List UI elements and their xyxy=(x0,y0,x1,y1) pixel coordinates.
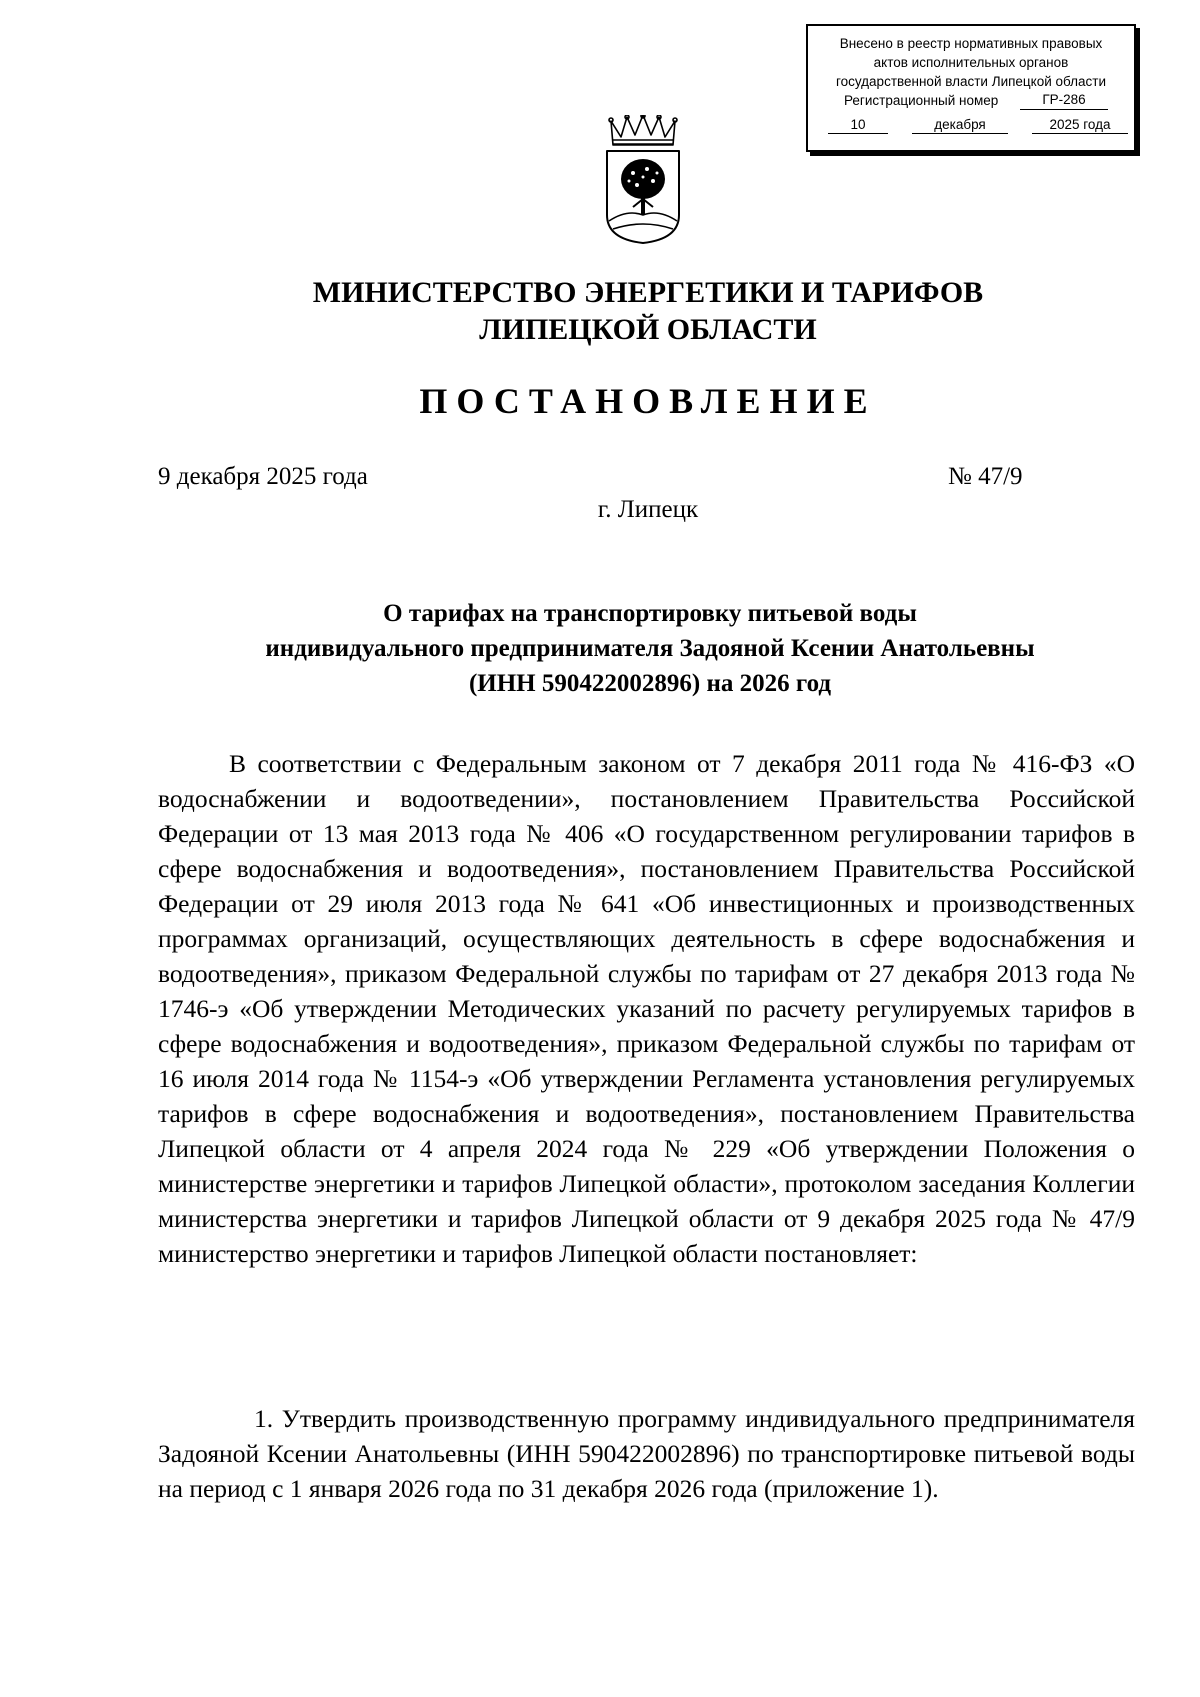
stamp-registration-row xyxy=(808,91,1134,110)
subject-line-3: (ИНН 590422002896) на 2026 год xyxy=(468,670,832,697)
stamp-year: 2025 года xyxy=(1032,116,1128,134)
preamble-paragraph: В соответствии с Федеральным законом от 7 декабря 2011 года № 416-ФЗ «О водоснабжении и водоотведении», постановлением Правительства Российской Федерации от 13 мая 2013 года № 406 «О государственном регулировании тарифов в сфере водоснабжения и водоотведения», постановлением Правительства Российской Федерации от 29 июля 2013 года № 641 «Об инвестиционных и производственных программах организаций, осуществляющих деятельность в сфере водоснабжения и водоотведения», приказом Федеральной службы по тарифам от 27 декабря 2013 года № 1746-э «Об утверждении Методических указаний по расчету регулируемых тарифов в сфере водоснабжения и водоотведения», приказом Федеральной службы по тарифам от 16 июля 2014 года № 1154-э «Об утверждении Регламента установления регулируемых тарифов в сфере водоснабжения и водоотведения», постановлением Правительства Липецкой области от 4 апреля 2024 года № 229 «Об утверждении Положения о министерстве энергетики и тарифов Липецкой области», протоколом заседания Коллегии министерства энергетики и тарифов Липецкой области от 9 декабря 2025 года № 47/9 министерство энергетики и тарифов Липецкой области постановляет: xyxy=(158,749,1135,1268)
document-number: № 47/9 xyxy=(948,463,1023,490)
subject-line-1: О тарифах на транспортировку питьевой воды xyxy=(383,600,917,627)
document-city: г. Липецк xyxy=(597,496,699,523)
document-type-title: ПОСТАНОВЛЕНИЕ xyxy=(419,381,877,421)
document-date: 9 декабря 2025 года xyxy=(158,463,368,490)
item-1-paragraph: 1. Утвердить производственную программу индивидуального предпринимателя Задояной Ксении Анатольевны (ИНН 590422002896) по транспортировке питьевой воды на период с 1 января 2026 года по 31 декабря 2026 года (приложение 1). xyxy=(158,1404,1135,1503)
ministry-line-1: МИНИСТЕРСТВО ЭНЕРГЕТИКИ И ТАРИФОВ xyxy=(312,276,984,309)
stamp-line-3: государственной власти Липецкой области xyxy=(835,74,1107,89)
document-subject xyxy=(0,596,1200,701)
stamp-reg-number: ГР-286 xyxy=(1020,91,1108,110)
registry-stamp xyxy=(806,24,1136,152)
stamp-line-1: Внесено в реестр нормативных правовых xyxy=(839,36,1103,51)
stamp-line-2: актов исполнительных органов xyxy=(873,55,1069,70)
lipetsk-coat-of-arms-icon xyxy=(603,115,683,245)
stamp-reg-label: Регистрационный номер xyxy=(844,93,999,108)
stamp-date-row xyxy=(808,116,1134,134)
stamp-day: 10 xyxy=(828,116,888,134)
stamp-month: декабря xyxy=(912,116,1008,134)
subject-line-2: индивидуального предпринимателя Задояной Ксении Анатольевны xyxy=(265,635,1035,662)
ministry-name xyxy=(0,274,1200,348)
ministry-line-2: ЛИПЕЦКОЙ ОБЛАСТИ xyxy=(479,313,817,346)
